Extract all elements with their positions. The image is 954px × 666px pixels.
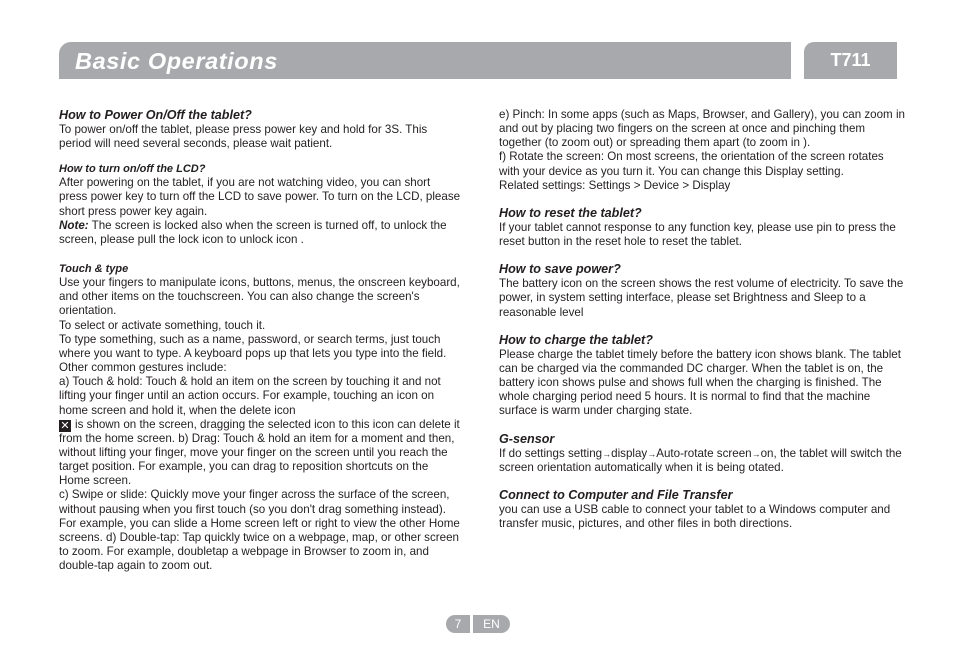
save-power-heading: How to save power?	[499, 262, 621, 277]
language-badge: EN	[473, 615, 510, 633]
swipe-doubletap: c) Swipe or slide: Quickly move your finger across the surface of the screen, without pausing when you first touch (so you don't drag something instead). For example, you can slide a Home screen left or right to view the other Home screens. d) Double-tap: Tap quickly twice on a webpage, map, or other screen to zoom. For example, doubletap a webpage in Browser to zoom in, and double-tap again to zoom out.	[59, 488, 460, 573]
delete-icon: ✕	[60, 419, 70, 432]
drag-text: is shown on the screen, dragging the selected icon to this icon can delete it from the home screen. b) Drag: Touch & hold an item for a moment and then, without lifting your finger, move your finger on the screen until you reach the target position. For example, you can drag to reposition shortcuts on the Home screen.	[59, 417, 460, 488]
page-number: 7	[446, 615, 470, 633]
reset-text: If your tablet cannot response to any function key, please use pin to press the reset button in the reset hole to reset the tablet.	[499, 220, 896, 249]
gsensor-part-1: If do settings setting	[499, 446, 603, 460]
gsensor-heading: G-sensor	[499, 431, 555, 446]
lcd-text: After powering on the tablet, if you are not watching video, you can short press power key to turn off the LCD to save power. To turn on the LCD, please short press power key again.	[59, 176, 461, 218]
charge-heading: How to charge the tablet?	[499, 332, 653, 347]
note-text: The screen is locked also when the screen is turned off, to unlock the screen, please pull the lock icon to unlock icon .	[59, 218, 447, 246]
power-text: To power on/off the tablet, please press power key and hold for 3S. This period will need several seconds, please wait patient.	[59, 123, 428, 151]
gsensor-text	[499, 447, 907, 475]
right-arrow-icon: →	[602, 448, 612, 459]
charge-text: Please charge the tablet timely before the battery icon shows blank. The tablet can be charged via the commanded DC charger. When the tablet is on, the battery icon shows pulse and shows full when the charging is finished. The whole charging period need 5 hours. It is normal to find that the machine surface is warm under charging state.	[499, 347, 901, 418]
title-bar	[59, 42, 791, 79]
touch-intro: Use your fingers to manipulate icons, buttons, menus, the onscreen keyboard, and other items on the touchscreen. You can also change the screen's orientation.	[59, 276, 460, 318]
note-label: Note:	[59, 218, 89, 232]
reset-heading: How to reset the tablet?	[499, 205, 642, 220]
lcd-heading: How to turn on/off the LCD?	[59, 163, 206, 176]
note-paragraph	[59, 219, 461, 247]
related-settings: Related settings: Settings > Device > Display	[499, 178, 731, 192]
gsensor-part-2: display	[611, 446, 648, 460]
touch-type: To type something, such as a name, password, or search terms, just touch where you want to type. A keyboard pops up that lets you type into the field.	[59, 332, 447, 360]
power-heading: How to Power On/Off the tablet?	[59, 108, 252, 122]
touch-hold-drag	[59, 375, 461, 488]
right-arrow-icon: →	[647, 448, 657, 459]
pinch-text: e) Pinch: In some apps (such as Maps, Browser, and Gallery), you can zoom in and out by placing two fingers on the screen at once and pinching them together (to zoom out) or spreading them apart (to zoom in ).	[499, 108, 905, 150]
right-column	[499, 108, 907, 531]
model-badge	[804, 42, 897, 79]
touch-gestures-intro: Other common gestures include:	[59, 361, 227, 375]
rotate-text: f) Rotate the screen: On most screens, the orientation of the screen rotates with your device as you turn it. You can change this Display setting.	[499, 150, 884, 178]
connect-text: you can use a USB cable to connect your tablet to a Windows computer and transfer music, pictures, and other files in both directions.	[499, 502, 891, 530]
save-power-text: The battery icon on the screen shows the rest volume of electricity. To save the power, in system setting interface, please set Brightness and Sleep to a reasonable level	[499, 277, 904, 319]
gsensor-part-4: on, the tablet will switch the screen orientation automatically when it is being otated.	[499, 446, 902, 474]
model-name: T711	[830, 50, 871, 70]
left-column	[59, 108, 461, 573]
right-arrow-icon: →	[751, 448, 761, 459]
page-title: Basic Operations	[75, 48, 278, 74]
connect-heading: Connect to Computer and File Transfer	[499, 487, 733, 502]
gsensor-part-3: Auto-rotate screen	[656, 446, 752, 460]
touch-heading: Touch & type	[59, 263, 129, 276]
touch-hold-text: a) Touch & hold: Touch & hold an item on the screen by touching it and not lifting your finger until an action occurs. For example, touching an icon on home screen and hold it, when the delete icon	[59, 375, 441, 417]
touch-select: To select or activate something, touch it.	[59, 318, 266, 332]
